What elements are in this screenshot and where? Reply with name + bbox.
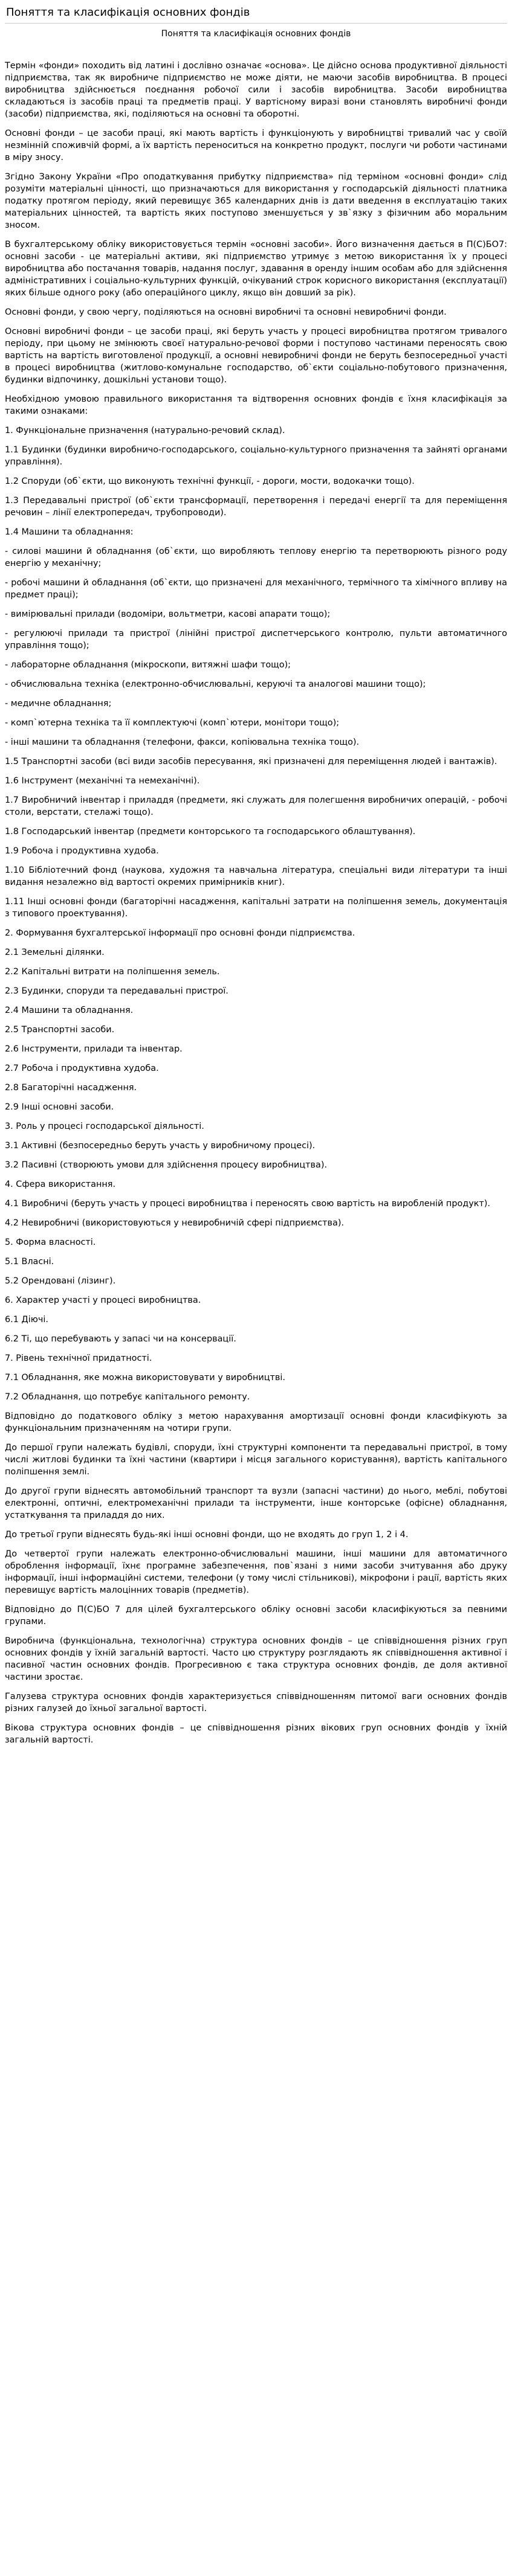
document-page xyxy=(0,6,512,1746)
paragraph: - регулюючі прилади та пристрої (лінійні пристрої диспетчерського контролю, пульти автоматичного управління тощо); xyxy=(5,629,507,650)
paragraph: - медичне обладнання; xyxy=(5,699,112,708)
paragraph: 2.4 Машини та обладнання. xyxy=(5,1006,134,1015)
paragraph: 1.9 Робоча і продуктивна худоба. xyxy=(5,846,159,856)
paragraph: 1.5 Транспортні засоби (всі види засобів пересування, які призначені для переміщення людей і вантажів). xyxy=(5,757,497,766)
paragraph: Основні фонди – це засоби праці, які мають вартість і функціонують у виробництві тривалий час у своїй незмінній споживчій формі, а їх вартість переноситься на конкретно продукт, послуги чи роботи частинами в міру зносу. xyxy=(5,129,507,162)
paragraph: 7. Рівень технічної придатності. xyxy=(5,1354,152,1363)
paragraph: Виробнича (функціональна, технологічна) структура основних фондів – це співвідношення різних груп основних фондів у їхній загальній вартості. Часто цю структуру розглядають як співвідношення активної і пасивної частин основних фондів. Прогресивною є така структура основних фондів, де доля активної частини зростає. xyxy=(5,1636,507,1682)
paragraph: 5.1 Власні. xyxy=(5,1257,54,1267)
paragraph: 1.11 Інші основні фонди (багаторічні насадження, капітальні затрати на поліпшення земель, документація з типового проектування). xyxy=(5,897,507,919)
paragraph: - лабораторне обладнання (мікроскопи, витяжні шафи тощо); xyxy=(5,660,291,670)
paragraph: Необхідною умовою правильного використання та відтворення основних фондів є їхня класифікація за такими ознаками: xyxy=(5,394,507,416)
paragraph: 4. Сфера використання. xyxy=(5,1180,116,1189)
heading-divider xyxy=(5,23,507,24)
paragraph: 5. Форма власності. xyxy=(5,1238,96,1247)
paragraph: - комп`ютерна техніка та її комплектуючі (комп`ютери, монітори тощо); xyxy=(5,718,340,728)
paragraph: - обчислювальна техніка (електронно-обчислювальні, керуючі та аналогові машини тощо); xyxy=(5,679,426,689)
paragraph: 5.2 Орендовані (лізинг). xyxy=(5,1276,116,1286)
paragraph: Згідно Закону України «Про оподаткування прибутку підприємства» під терміном «основні фонди» слід розуміти матеріальні цінності, що призначаються для використання у господарській діяльності платника податку протягом періоду, який перевищує 365 календарних днів із дати введення в експлуатацію таких матеріальних цінностей, та вартість яких поступово зменшується у зв`язку з фізичним або моральним зносом. xyxy=(5,172,507,230)
paragraph: 3. Роль у процесі господарської діяльності. xyxy=(5,1122,204,1131)
paragraph: 2.3 Будинки, споруди та передавальні пристрої. xyxy=(5,986,228,996)
paragraph: - інші машини та обладнання (телефони, факси, копіювальна техніка тощо). xyxy=(5,737,360,747)
document-title: Поняття та класифікація основних фондів xyxy=(161,29,351,39)
paragraph: 2.1 Земельні ділянки. xyxy=(5,948,105,957)
paragraph: 1.7 Виробничий інвентар і приладдя (предмети, які служать для полегшення виробничих операцій, - робочі столи, верстати, стелажі тощо). xyxy=(5,795,507,817)
paragraph: 1.8 Господарський інвентар (предмети конторського та господарського облаштування). xyxy=(5,827,416,837)
document-body xyxy=(5,60,507,1746)
paragraph: Відповідно до П(С)БО 7 для цілей бухгалтерського обліку основні засоби класифікуються за певними групами. xyxy=(5,1605,507,1627)
paragraph: Відповідно до податкового обліку з метою нарахування амортизації основні фонди класифікують за функціональним призначенням на чотири групи. xyxy=(5,1412,507,1433)
paragraph: 2.7 Робоча і продуктивна худоба. xyxy=(5,1064,159,1073)
paragraph: До четвертої групи належать електронно-обчислювальні машини, інші машини для автоматичного оброблення інформації, їхнє програмне забезпечення, пов`язані з ними засоби зчитування або друку інформації, інші інформаційні системи, телефони (у тому числі стільникові), мікрофони і рації, вартість яких перевищує вартість малоцінних товарів (предметів). xyxy=(5,1549,507,1595)
paragraph: 7.2 Обладнання, що потребує капітального ремонту. xyxy=(5,1392,250,1402)
paragraph: 2. Формування бухгалтерської інформації про основні фонди підприємства. xyxy=(5,928,355,938)
paragraph: 1.10 Бібліотечний фонд (наукова, художня та навчальна література, спеціальні види літератури та інші видання незалежно від вартості окремих примірників книг). xyxy=(5,866,507,887)
paragraph: Основні виробничі фонди – це засоби праці, які беруть участь у процесі виробництва протягом тривалого періоду, при цьому не змінюють своєї натурально-речової форми і поступово частинами переносять свою вартість на вартість виготовленої продукції, а основні невиробничі фонди не беруть безпосередньої участі в процесі виробництва (житлово-комунальне господарство, об`єкти соціально-побутового призначення, будинки відпочинку, дошкільні установи тощо). xyxy=(5,327,507,385)
paragraph: 1.2 Споруди (об`єкти, що виконують технічні функції, - дороги, мости, водокачки тощо). xyxy=(5,477,415,486)
paragraph: До другої групи віднесять автомобільний транспорт та вузли (запасні частини) до нього, меблі, побутові електронні, оптичні, електромеханічні прилади та інструменти, інше конторське (офісне) обладнання, устаткування та приладдя до них. xyxy=(5,1486,507,1520)
paragraph: 3.2 Пасивні (створюють умови для здійснення процесу виробництва). xyxy=(5,1160,328,1170)
paragraph: 6.1 Діючі. xyxy=(5,1315,48,1325)
paragraph: 1.3 Передавальні пристрої (об`єкти трансформації, перетворення і передачі енергії та для переміщення речовин – лінії електропередач, трубопроводи). xyxy=(5,496,507,518)
paragraph: - вимірювальні прилади (водоміри, вольтметри, касові апарати тощо); xyxy=(5,609,331,619)
paragraph: 1. Функціональне призначення (натурально-речовий склад). xyxy=(5,426,285,435)
paragraph: - робочі машини й обладнання (об`єкти, що призначені для механічного, термічного та хімічного впливу на предмет праці); xyxy=(5,578,507,600)
paragraph: Галузева структура основних фондів характеризується співвідношенням питомої ваги основних фондів різних галузей до їхньої загальної вартості. xyxy=(5,1692,507,1714)
paragraph: Основні фонди, у свою чергу, поділяються на основні виробничі та основні невиробничі фонди. xyxy=(5,307,447,317)
page-heading: Поняття та класифікація основних фондів xyxy=(6,6,250,19)
paragraph: 2.8 Багаторічні насадження. xyxy=(5,1083,137,1093)
paragraph: До третьої групи віднесять будь-які інші основні фонди, що не входять до груп 1, 2 і 4. xyxy=(5,1530,409,1540)
paragraph: До першої групи належать будівлі, споруди, їхні структурні компоненти та передавальні пристрої, в тому числі житлові будинки та їхні частини (квартири і місця загального користування), вартість капітального поліпшення землі. xyxy=(5,1443,507,1477)
paragraph: 2.5 Транспортні засоби. xyxy=(5,1025,115,1035)
paragraph: - силові машини й обладнання (об`єкти, що виробляють теплову енергію та перетворюють різного роду енергію у механічну; xyxy=(5,547,507,568)
paragraph: Вікова структура основних фондів – це співвідношення різних вікових груп основних фондів у їхній загальній вартості. xyxy=(5,1723,507,1745)
paragraph: Термін «фонди» походить від латині і дослівно означає «основа». Це дійсно основа продуктивної діяльності підприємства, так як виробниче підприємство не може діяти, не маючи засобів виробництва. В процесі виробництва здійснюється поєднання робочої сили і засобів виробництва. Засоби виробництва складаються із засобів праці та предметів праці. У вартісному виразі вони становлять виробничі фонди (засоби) підприємства, які, поділяються на основні та оборотні. xyxy=(5,61,507,119)
paragraph: 2.9 Інші основні засоби. xyxy=(5,1102,114,1112)
paragraph: 7.1 Обладнання, яке можна використовувати у виробництві. xyxy=(5,1373,285,1383)
paragraph: 1.1 Будинки (будинки виробничо-господарського, соціально-культурного призначення та зайняті органами управління). xyxy=(5,445,507,467)
paragraph: 1.4 Машини та обладнання: xyxy=(5,527,134,537)
paragraph: 1.6 Інструмент (механічні та немеханічні). xyxy=(5,776,200,786)
paragraph: 3.1 Активні (безпосередньо беруть участь у виробничому процесі). xyxy=(5,1141,316,1151)
paragraph: 6.2 Ті, що перебувають у запасі чи на консервації. xyxy=(5,1334,236,1344)
paragraph: 6. Характер участі у процесі виробництва. xyxy=(5,1296,201,1305)
paragraph: 4.2 Невиробничі (використовуються у невиробничій сфері підприємства). xyxy=(5,1218,345,1228)
paragraph: 2.6 Інструменти, прилади та інвентар. xyxy=(5,1044,183,1054)
paragraph: 2.2 Капітальні витрати на поліпшення земель. xyxy=(5,967,220,977)
paragraph: 4.1 Виробничі (беруть участь у процесі виробництва і переносять свою вартість на виробленій продукт). xyxy=(5,1199,490,1209)
paragraph: В бухгалтерському обліку використовується термін «основні засоби». Його визначення дається в П(С)БО7: основні засоби - це матеріальні активи, які підприємство утримує з метою використання їх у процесі виробництва або постачання товарів, надання послуг, здавання в оренду іншим особам або для здійснення адміністративних і соціально-культурних функцій, очікуваний строк корисного використання (експлуатації) яких більше одного року (або операційного циклу, якщо він довший за рік). xyxy=(5,240,507,298)
